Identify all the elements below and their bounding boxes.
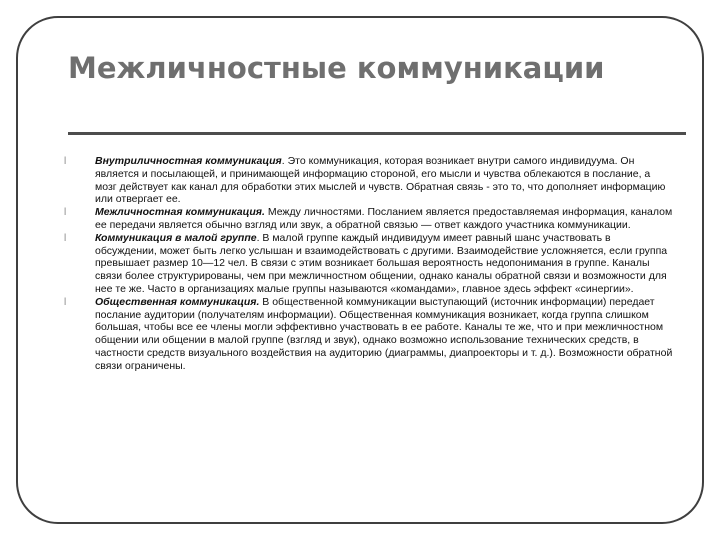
slide-title: Межличностные коммуникации	[68, 51, 605, 85]
bullet-text: . Это коммуникация, которая возникает внутри самого индивидуума. Он является и посылающей, и принимающей информацию стороной, его мысли и чувства облекаются в послание, а мозг действует как канал для обработки этих мыслей и чувств. Обратная связь - это то, что дополняет информацию или отвергает ее.	[95, 155, 666, 206]
bullet-dot-icon: l	[64, 207, 67, 219]
bullet-term: Межличностная коммуникация.	[95, 206, 265, 219]
bullet-term: Общественная коммуникация.	[95, 295, 260, 308]
bullet-public	[64, 296, 674, 373]
bullet-term: Внутриличностная коммуникация	[95, 155, 282, 167]
bullet-text: В общественной коммуникации выступающий (источник информации) передает послание аудитории (получателям информации). Общественная коммуникация возникает, когда группа слишком большая, чтобы все ее члены могли эффективно участвовать в ее работе. Каналы те же, что и при межличностном общении или общении в малой группе (взгляд и звук), однако возможно использование технических средств, в частности средств визуального воздействия на аудиторию (диаграммы, диапроекторы и т. д.). Возможности обратной связи ограничены.	[95, 295, 673, 372]
bullet-dot-icon: l	[64, 296, 67, 308]
bullet-dot-icon: l	[64, 232, 67, 244]
slide-frame	[16, 16, 704, 524]
bullet-term: Коммуникация в малой группе	[95, 231, 257, 244]
bullet-small-group	[64, 232, 674, 296]
bullet-intrapersonal	[64, 155, 674, 206]
bullet-text: Между личностями. Посланием является предоставляемая информация, каналом ее передачи является обычно взгляд или звук, а обратной связью — ответ каждого участника коммуникации.	[95, 206, 673, 231]
title-underline	[68, 132, 686, 135]
bullet-interpersonal	[64, 206, 674, 232]
bullet-text: . В малой группе каждый индивидуум имеет равный шанс участвовать в обсуждении, может быть легко услышан и взаимодействовать с другими. Взаимодействие усложняется, если группа превышает размер 10—12 чел. В связи с этим возникает большая вероятность недопонимания в группе. Каналы связи более структурированы, чем при межличностном общении, однако каналы обратной связи и возможности для нее те же. Часто в организациях малые группы называются «командами», главное здесь эффект «синергии».	[95, 231, 668, 295]
bullet-list	[64, 155, 674, 373]
bullet-dot-icon: l	[64, 156, 67, 167]
